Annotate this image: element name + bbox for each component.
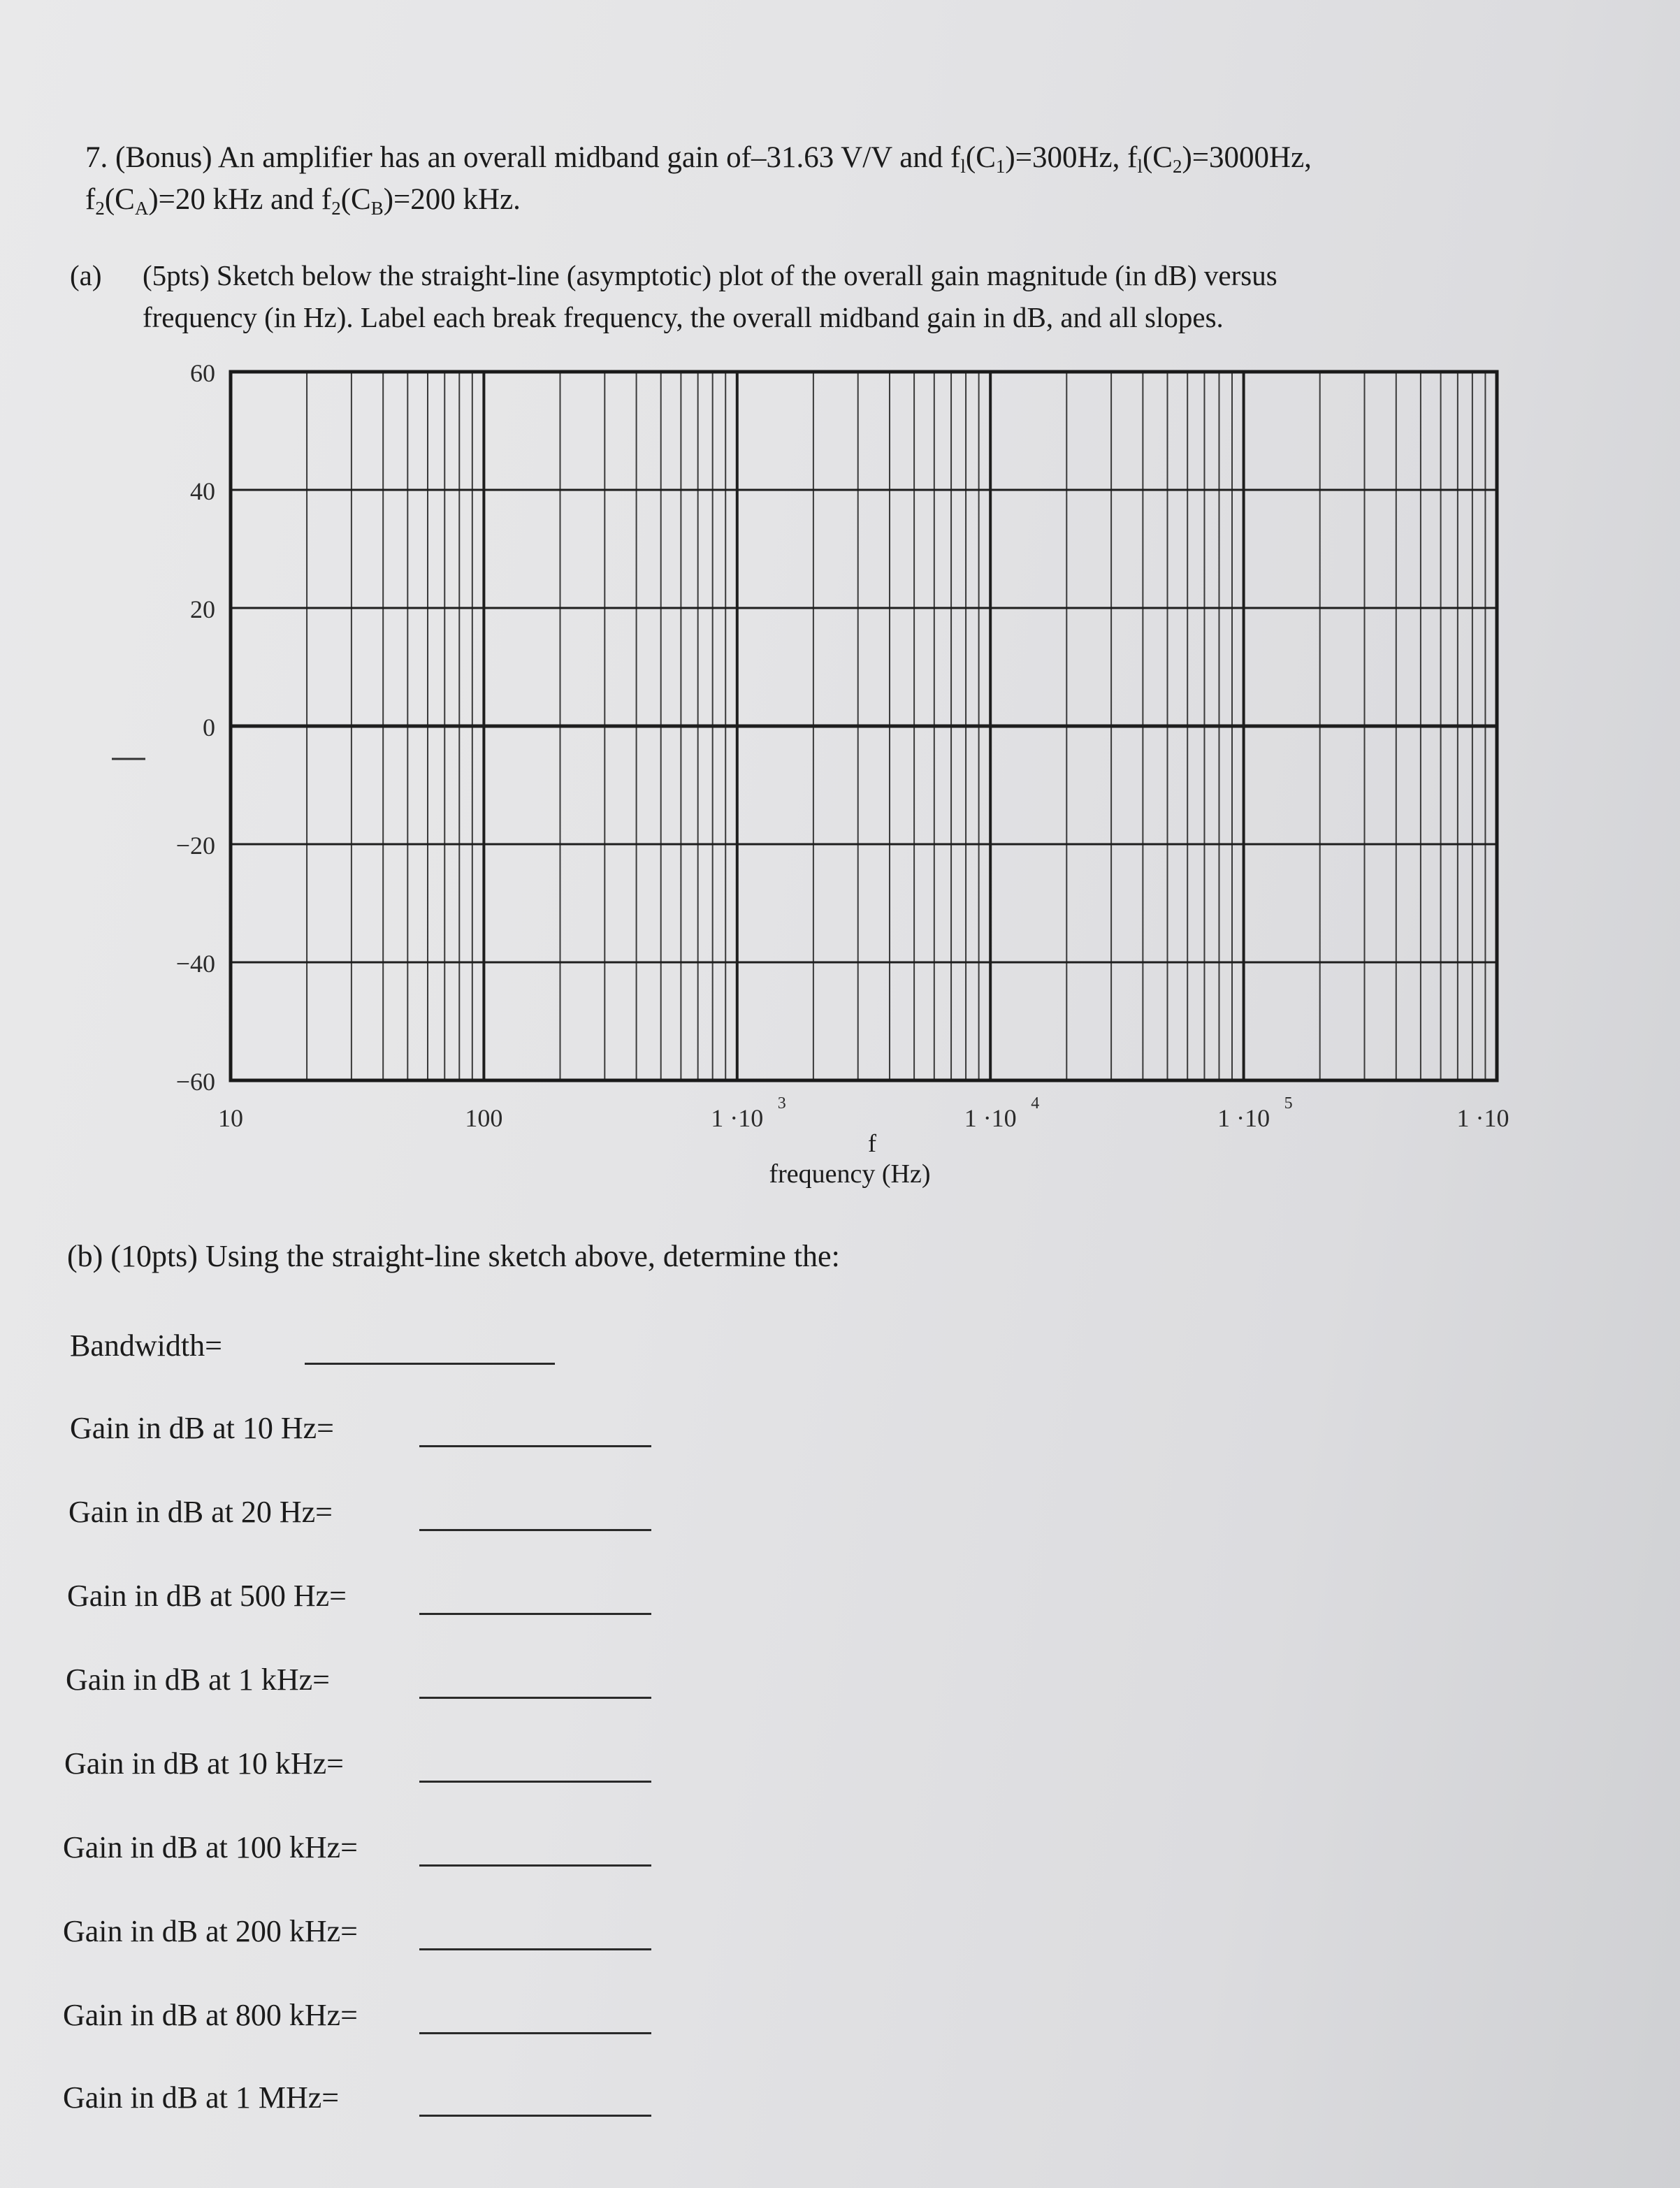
y-tick-label: 60 — [190, 359, 215, 387]
answer-label: Bandwidth= — [70, 1328, 222, 1363]
x-tick-exponent: 4 — [1031, 1094, 1040, 1113]
f-high-2: $f_2(C_B)=200$ kHz. — [321, 183, 521, 219]
chart-x-axis-label: frequency (Hz) — [769, 1159, 931, 1189]
f-low-1: $f_l(C_1)=300Hz$, — [950, 141, 1120, 177]
answer-blank[interactable] — [419, 2115, 651, 2117]
problem-prefix: 7. (Bonus) An amplifier has an overall midband gain of — [85, 141, 751, 174]
chart-y-tick-labels — [176, 359, 215, 1096]
problem-and: and — [899, 141, 943, 174]
part-a-label: (a) — [70, 259, 102, 291]
answer-blank[interactable] — [419, 2032, 651, 2034]
x-tick-label: 100 — [465, 1104, 503, 1132]
answer-label: Gain in dB at 10 Hz= — [70, 1411, 334, 1445]
y-tick-label: −60 — [175, 1068, 215, 1096]
y-tick-label: 40 — [190, 477, 215, 505]
answer-label: Gain in dB at 100 kHz= — [63, 1830, 358, 1864]
y-tick-label: 20 — [190, 595, 215, 623]
answer-label: Gain in dB at 500 Hz= — [67, 1579, 347, 1613]
y-tick-label: 0 — [203, 713, 215, 741]
answer-blank[interactable] — [419, 1697, 651, 1699]
x-tick-label: 1 ·10 — [964, 1104, 1017, 1132]
f-high-1: $f_2(C_A)=20$ kHz and — [85, 183, 314, 219]
part-a-line-2: frequency (in Hz). Label each break frequency, the overall midband gain in dB, and all slopes. — [143, 301, 1224, 333]
chart-major-gridlines — [231, 372, 1497, 1080]
x-tick-exponent: 5 — [1284, 1094, 1293, 1113]
answer-blank[interactable] — [419, 1445, 651, 1447]
x-tick-exponent: 3 — [777, 1094, 786, 1113]
answer-label: Gain in dB at 1 kHz= — [66, 1662, 330, 1697]
answer-blank[interactable] — [419, 1529, 651, 1531]
answer-blank[interactable] — [419, 1864, 651, 1867]
part-b-heading: (b) (10pts) Using the straight-line sketch above, determine the: — [67, 1239, 840, 1273]
y-tick-label: −20 — [175, 832, 215, 860]
x-tick-label: 1 ·10 — [1456, 1104, 1509, 1132]
chart-x-axis-symbol: f — [868, 1129, 876, 1157]
x-tick-label: 1 ·10 — [1217, 1104, 1270, 1132]
answer-label: Gain in dB at 1 MHz= — [63, 2080, 340, 2115]
answer-blank[interactable] — [419, 1948, 651, 1950]
answer-label: Gain in dB at 200 kHz= — [63, 1914, 358, 1948]
x-tick-label: 10 — [218, 1104, 243, 1132]
answer-label: Gain in dB at 20 Hz= — [68, 1495, 333, 1529]
answer-label: Gain in dB at 10 kHz= — [64, 1746, 344, 1781]
problem-gain: –31.63 V/V — [751, 141, 892, 174]
answer-label: Gain in dB at 800 kHz= — [63, 1998, 358, 2032]
part-a-line-1: (5pts) Sketch below the straight-line (asymptotic) plot of the overall gain magnitude (in dB) versus — [143, 259, 1277, 291]
answer-blank[interactable] — [305, 1363, 555, 1365]
answer-blank[interactable] — [419, 1781, 651, 1783]
y-tick-label: −40 — [175, 950, 215, 978]
f-low-2: $f_l(C_2)=3000Hz$, — [1127, 141, 1312, 177]
x-tick-label: 1 ·10 — [711, 1104, 764, 1132]
answer-blank[interactable] — [419, 1613, 651, 1615]
chart-x-tick-labels — [218, 1094, 1509, 1132]
